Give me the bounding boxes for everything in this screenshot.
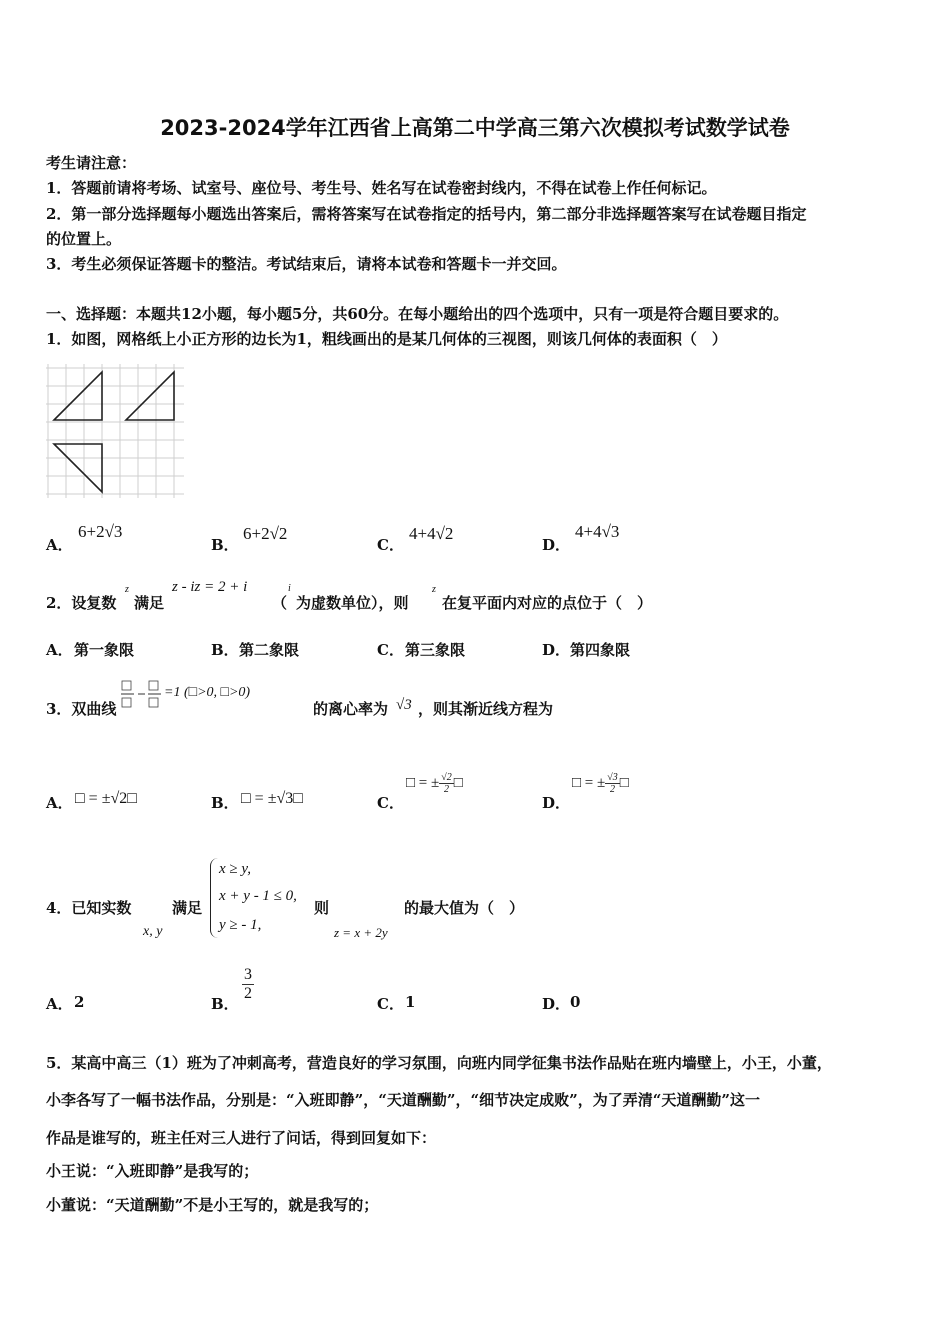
q3-option-c-den: 2 [444,784,450,795]
q3-option-c-fraction [439,772,454,795]
q3-option-b-label: B． [211,794,239,812]
q2-option-c-label: C． [377,641,404,659]
q4-option-d-label: D． [542,995,571,1013]
q1-option-c-label: C． [377,536,404,554]
q2-option-d: 第四象限 [570,641,631,659]
q2-var-i: i [288,583,291,594]
q3-option-d-post: □ [619,774,629,791]
q4-option-b-den: 2 [244,985,252,1002]
q1-option-b-label: B． [211,536,239,554]
section-heading: 一、选择题：本题共12小题，每小题5分，共60分。在每小题给出的四个选项中，只有一项是符合题目要求的。 [46,305,789,323]
q5-line-5: 小董说：“天道酬勤”不是小王写的，就是我写的； [46,1196,379,1214]
q3-option-c-label: C． [377,794,404,812]
q2-paren: （ [272,594,288,612]
q3-equation: =1 (□>0, □>0) [164,685,251,700]
q2-option-a-label: A． [46,641,73,659]
q2-stem-part3: 为虚数单位），则 [296,594,409,612]
q3-option-d-label: D． [542,794,571,812]
q3-option-a: □ = ±√2□ [75,790,137,807]
q3-option-c-post: □ [453,774,463,791]
q2-stem-part2: 满足 [134,594,165,612]
top-view-triangle [54,444,102,492]
notice-item-1: 1．答题前请将考场、试室号、座位号、考生号、姓名写在试卷密封线内，不得在试卷上作任何标记。 [46,179,717,197]
q2-var-z2: z [432,584,436,595]
q5-line-2: 小李各写了一幅书法作品，分别是：“入班即静”，“天道酬勤”，“细节决定成败”，为了弄清“天道酬勤”这一 [46,1091,761,1109]
q4-option-a-label: A． [46,995,73,1013]
q3-option-d-pre: □ = ± [572,774,606,791]
q2-option-b-label: B． [211,641,239,659]
q1-option-c: 4+4√2 [409,524,454,543]
q2-option-a: 第一象限 [74,641,135,659]
q2-option-c: 第三象限 [405,641,466,659]
q1-option-d-label: D． [542,536,571,554]
q3-option-c [406,772,463,795]
q4-stem-part4: 的最大值为（ ） [404,899,525,917]
q3-option-d [572,772,629,795]
q4-vars: x, y [143,924,163,939]
q1-stem: 1．如图，网格纸上小正方形的边长为1，粗线画出的是某几何体的三视图，则该几何体的表面积（ ） [46,330,727,348]
q4-objective: z = x + 2y [334,925,388,940]
q4-stem-part2: 满足 [172,899,203,917]
three-view-figure [46,364,186,498]
page-title: 2023-2024学年江西省上高第二中学高三第六次模拟考试数学试卷 [160,116,790,140]
side-view-triangle [126,372,174,420]
q3-eccentricity: √3 [396,697,412,713]
q4-stem-part1: 4．已知实数 [46,899,132,917]
q3-option-c-num: √2 [441,772,452,783]
q4-option-a: 2 [74,993,85,1011]
q4-constraint-3: y ≥ - 1, [219,917,262,933]
q3-option-d-fraction [605,772,620,795]
front-view-triangle [54,372,102,420]
q3-stem-part3: ，则其渐近线方程为 [418,700,554,718]
notice-item-2-cont: 的位置上。 [46,230,122,248]
q4-option-d: 0 [570,993,581,1011]
q4-constraint-1: x ≥ y, [219,861,251,877]
q2-stem-part4: 在复平面内对应的点位于（ ） [442,594,653,612]
q4-option-c: 1 [405,993,416,1011]
q3-option-d-den: 2 [610,784,616,795]
q4-option-b-num: 3 [244,966,252,983]
q1-option-d: 4+4√3 [575,522,620,541]
q4-option-b-fraction [242,966,254,1003]
q2-stem-part1: 2．设复数 [46,594,117,612]
q3-option-c-pre: □ = ± [406,774,440,791]
q3-option-b: □ = ±√3□ [241,790,303,807]
q3-option-a-label: A． [46,794,73,812]
q2-option-b: 第二象限 [239,641,300,659]
q4-stem-part3: 则 [314,899,330,917]
q3-option-d-num: √3 [607,772,618,783]
notice-item-3: 3．考生必须保证答题卡的整洁。考试结束后，请将本试卷和答题卡一并交回。 [46,255,567,273]
q3-stem-part2: 的离心率为 [313,700,389,718]
q4-constraint-2: x + y - 1 ≤ 0, [219,888,297,904]
notice-item-2: 2．第一部分选择题每小题选出答案后，需将答案写在试卷指定的括号内，第二部分非选择题答案写在试卷题目指定 [46,205,807,223]
q1-option-a-label: A． [46,536,73,554]
notice-heading: 考生请注意： [46,154,137,172]
q5-line-3: 作品是谁写的，班主任对三人进行了问话，得到回复如下： [46,1129,437,1147]
q5-line-1: 5．某高中高三（1）班为了冲刺高考，营造良好的学习氛围，向班内同学征集书法作品贴在班内墙壁上，小王，小董， [46,1054,832,1072]
q5-line-4: 小王说：“入班即静”是我写的； [46,1162,259,1180]
q4-option-b [242,966,254,1003]
q4-option-b-label: B． [211,995,239,1013]
q1-option-a: 6+2√3 [78,522,123,541]
q3-stem-part1: 3．双曲线 [46,700,117,718]
q2-var-z: z [125,584,129,595]
q4-option-c-label: C． [377,995,404,1013]
q3-hyperbola-fractions [120,678,162,714]
q2-equation: z - iz = 2 + i [172,579,248,595]
q1-option-b: 6+2√2 [243,524,288,543]
q2-option-d-label: D． [542,641,571,659]
